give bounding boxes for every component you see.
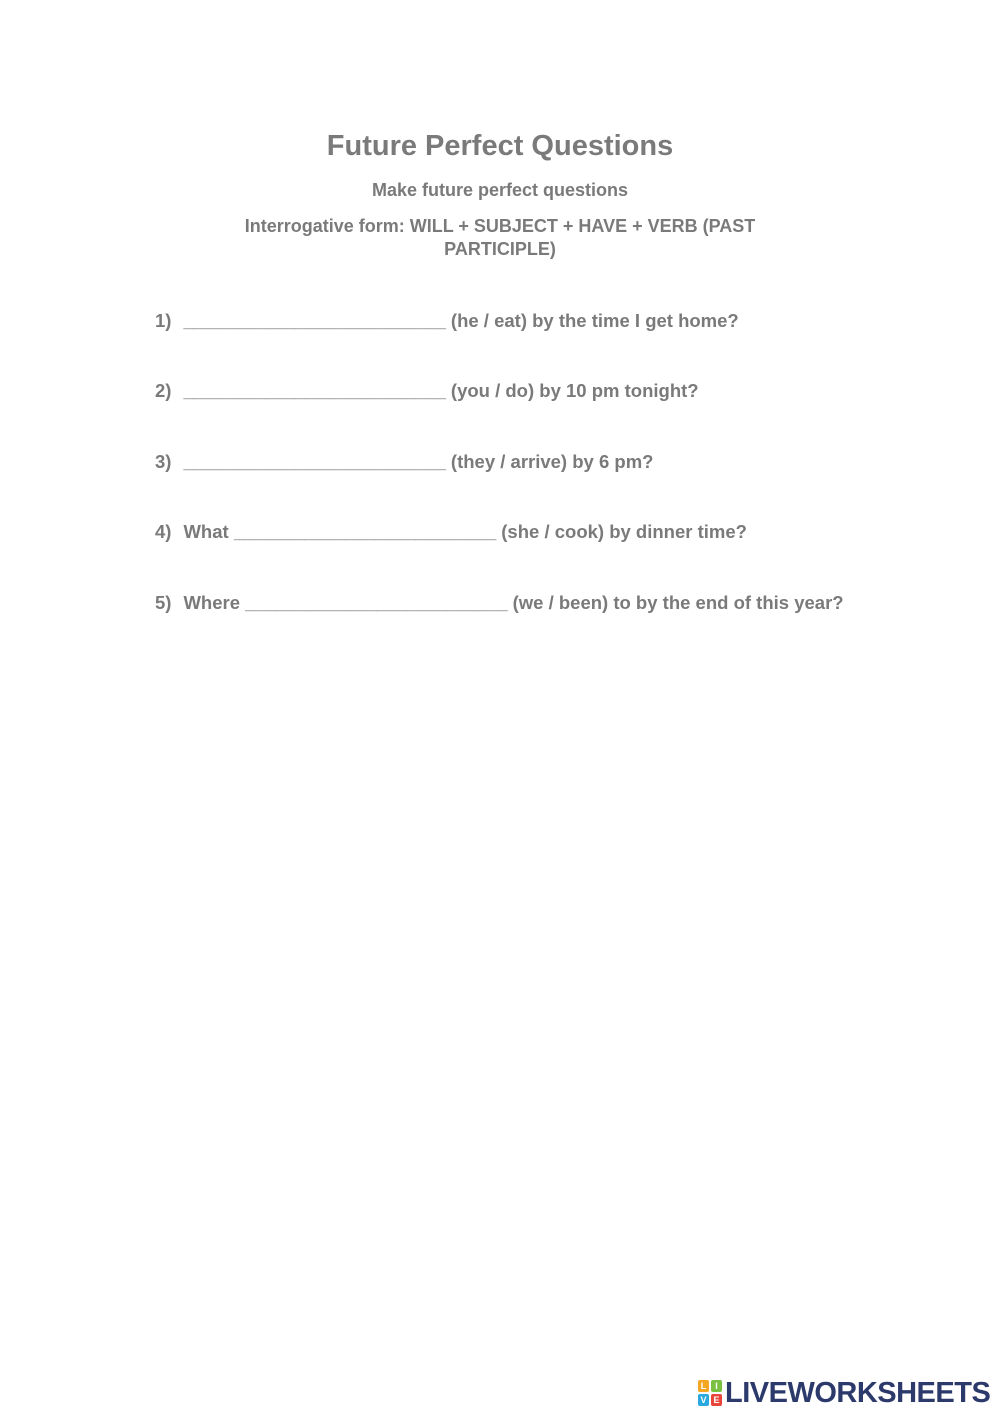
question-4: [155, 520, 855, 544]
question-prompt: (you / do) by 10 pm tonight?: [450, 380, 699, 401]
question-prompt: (we / been) to by the end of this year?: [512, 592, 844, 613]
question-1: [155, 309, 855, 333]
form-note: Interrogative form: WILL + SUBJECT + HAVE + VERB (PAST PARTICIPLE): [244, 216, 756, 259]
question-prompt: (she / cook) by dinner time?: [501, 521, 747, 542]
answer-blank[interactable]: __________________________: [233, 521, 497, 542]
answer-blank[interactable]: __________________________: [245, 592, 508, 613]
question-number: 3): [155, 451, 172, 472]
question-number: 4): [155, 521, 172, 542]
question-prompt: (he / eat) by the time I get home?: [450, 310, 739, 331]
answer-blank[interactable]: __________________________: [183, 310, 446, 331]
question-number: 2): [155, 380, 172, 401]
question-2: [155, 379, 855, 403]
question-5: [155, 591, 855, 615]
page-title: Future Perfect Questions: [326, 130, 674, 162]
brand-name: LIVEWORKSHEETS: [725, 1376, 991, 1409]
logo-letter-e: E: [711, 1394, 722, 1406]
liveworksheets-logo[interactable]: [698, 1378, 990, 1408]
question-3: [155, 450, 855, 474]
logo-letter-i: I: [711, 1380, 722, 1392]
logo-letter-v: V: [698, 1394, 709, 1406]
question-number: 5): [155, 592, 172, 613]
question-prompt: (they / arrive) by 6 pm?: [450, 451, 654, 472]
page-subtitle: Make future perfect questions: [371, 180, 629, 200]
answer-blank[interactable]: __________________________: [183, 451, 446, 472]
answer-blank[interactable]: __________________________: [183, 380, 446, 401]
question-number: 1): [155, 310, 172, 331]
question-prefix: Where: [183, 592, 240, 613]
logo-letter-l: L: [698, 1380, 709, 1392]
logo-mark-icon: [698, 1380, 722, 1406]
question-prefix: What: [183, 521, 229, 542]
